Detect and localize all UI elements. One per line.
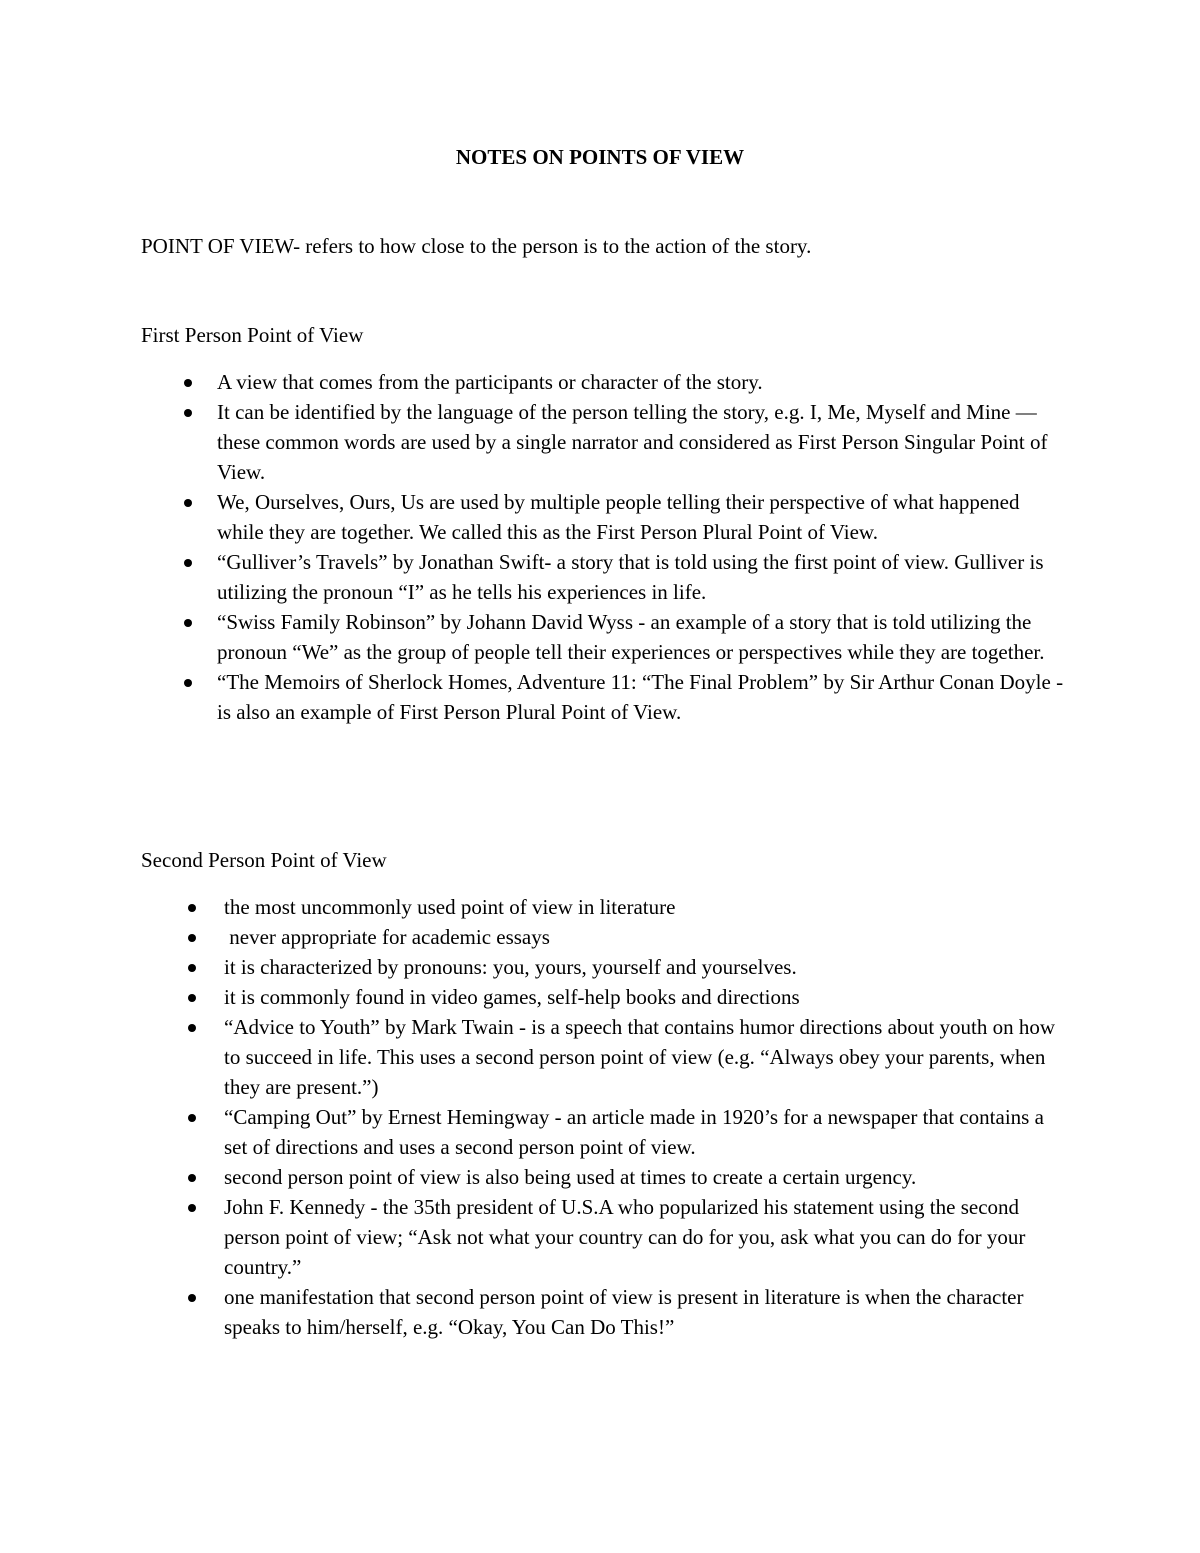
list-item-text: “Camping Out” by Ernest Hemingway - an article made in 1920’s for a newspaper that contains a set of directions and uses a second person point of view. xyxy=(224,1105,1044,1159)
list-item-text: “Gulliver’s Travels” by Jonathan Swift- a story that is told using the first point of view. Gulliver is utilizing the pronoun “I” as he tells his experiences in life. xyxy=(217,550,1044,604)
definition-text: POINT OF VIEW- refers to how close to the person is to the action of the story. xyxy=(141,234,812,258)
list-item-text: A view that comes from the participants or character of the story. xyxy=(217,370,763,394)
list-item-text: one manifestation that second person point of view is present in literature is when the character speaks to him/herself, e.g. “Okay, You Can Do This!” xyxy=(224,1285,1024,1339)
list-item-text: “Swiss Family Robinson” by Johann David Wyss - an example of a story that is told utilizing the pronoun “We” as the group of people tell their experiences or perspectives while they are together. xyxy=(217,610,1045,664)
list-item xyxy=(141,952,1071,982)
bullet-list xyxy=(141,892,1071,1342)
bullet-icon xyxy=(184,619,192,627)
list-item xyxy=(141,667,1071,727)
list-item xyxy=(141,607,1071,667)
section-heading: First Person Point of View xyxy=(141,323,364,347)
list-item xyxy=(141,487,1071,547)
bullet-icon xyxy=(184,559,192,567)
list-item xyxy=(141,1192,1071,1282)
list-item xyxy=(141,367,1071,397)
bullet-icon xyxy=(188,964,196,972)
list-item-text: We, Ourselves, Ours, Us are used by multiple people telling their perspective of what happened while they are together. We called this as the First Person Plural Point of View. xyxy=(217,490,1020,544)
list-item xyxy=(141,892,1071,922)
list-item xyxy=(141,1012,1071,1102)
section-first-person xyxy=(141,320,1071,727)
bullet-icon xyxy=(188,994,196,1002)
bullet-icon xyxy=(188,934,196,942)
section-second-person xyxy=(141,845,1071,1342)
list-item-text: second person point of view is also being used at times to create a certain urgency. xyxy=(224,1165,917,1189)
list-item-text: it is commonly found in video games, self-help books and directions xyxy=(224,985,800,1009)
bullet-icon xyxy=(184,379,192,387)
page-title: NOTES ON POINTS OF VIEW xyxy=(455,145,745,169)
list-item xyxy=(141,547,1071,607)
list-item xyxy=(141,1162,1071,1192)
list-item-text: the most uncommonly used point of view in literature xyxy=(224,895,676,919)
list-item xyxy=(141,1102,1071,1162)
bullet-icon xyxy=(188,1024,196,1032)
bullet-icon xyxy=(188,904,196,912)
list-item xyxy=(141,1282,1071,1342)
bullet-icon xyxy=(184,499,192,507)
list-item xyxy=(141,982,1071,1012)
bullet-icon xyxy=(188,1294,196,1302)
section-heading: Second Person Point of View xyxy=(141,848,387,872)
list-item-text: it is characterized by pronouns: you, yours, yourself and yourselves. xyxy=(224,955,797,979)
bullet-icon xyxy=(188,1174,196,1182)
bullet-icon xyxy=(188,1204,196,1212)
bullet-icon xyxy=(188,1114,196,1122)
list-item-text: It can be identified by the language of the person telling the story, e.g. I, Me, Myself and Mine — these common words are used by a single narrator and considered as First Person Singular Point of View. xyxy=(217,400,1048,484)
list-item-text: John F. Kennedy - the 35th president of U.S.A who popularized his statement using the second person point of view; “Ask not what your country can do for you, ask what you can do for your country.” xyxy=(224,1195,1026,1279)
bullet-list xyxy=(141,367,1071,727)
bullet-icon xyxy=(184,409,192,417)
list-item xyxy=(141,922,1071,952)
list-item xyxy=(141,397,1071,487)
list-item-text: “The Memoirs of Sherlock Homes, Adventure 11: “The Final Problem” by Sir Arthur Conan Doyle - is also an example of First Person Plural Point of View. xyxy=(217,670,1064,724)
list-item-text: “Advice to Youth” by Mark Twain - is a speech that contains humor directions about youth on how to succeed in life. This uses a second person point of view (e.g. “Always obey your parents, when they are present.”) xyxy=(224,1015,1055,1099)
list-item-text: never appropriate for academic essays xyxy=(224,925,550,949)
bullet-icon xyxy=(184,679,192,687)
